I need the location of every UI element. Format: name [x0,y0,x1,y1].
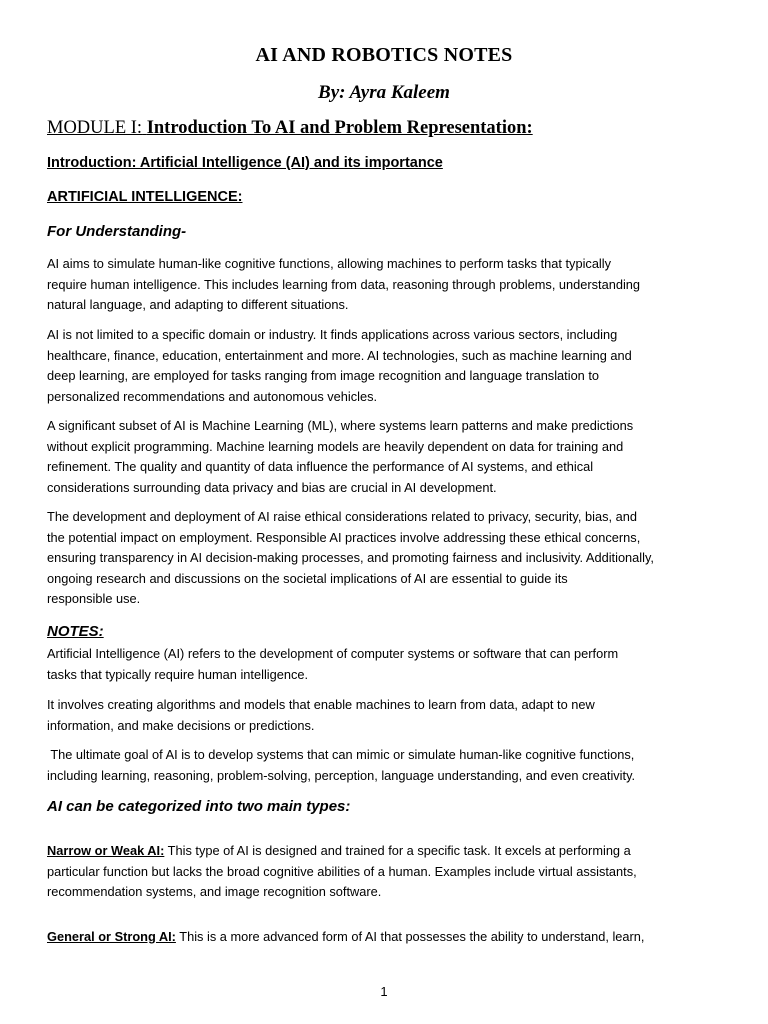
paragraph-line: personalized recommendations and autonomous vehicles. [47,388,378,404]
author-line: By: Ayra Kaleem [318,82,450,103]
note-paragraph [47,695,727,736]
type-definition-general [47,927,727,948]
document-title: AI AND ROBOTICS NOTES [255,44,513,66]
module-prefix: MODULE I: [47,118,143,138]
paragraph-line: responsible use. [47,591,141,607]
page-number: 1 [380,984,388,999]
ai-heading: ARTIFICIAL INTELLIGENCE: [47,189,243,205]
paragraph-line [47,927,727,948]
paragraph-line: require human intelligence. This includes learning from data, reasoning through problems, understanding [47,276,641,292]
paragraph-line: particular function but lacks the broad cognitive abilities of a human. Examples include virtual assistants, [47,863,637,879]
notes-heading: NOTES: [47,623,104,640]
type-description: This is a more advanced form of AI that possesses the ability to understand, learn, [175,929,645,944]
paragraph [47,325,727,407]
paragraph-line: ongoing research and discussions on the societal implications of AI are essential to guide its [47,570,568,586]
intro-heading: Introduction: Artificial Intelligence (AI) and its importance [47,155,443,171]
note-paragraph [47,745,727,786]
paragraph-line: the potential impact on employment. Responsible AI practices involve addressing these ethical concerns, [47,529,641,545]
paragraph-line: A significant subset of AI is Machine Learning (ML), where systems learn patterns and make predictions [47,418,634,433]
paragraph-line: natural language, and adapting to different situations. [47,297,349,313]
understanding-heading: For Understanding- [47,223,187,240]
paragraph-line: The ultimate goal of AI is to develop systems that can mimic or simulate human-like cognitive functions, [47,747,635,762]
paragraph-line: recommendation systems, and image recognition software. [47,884,382,900]
module-title: Introduction To AI and Problem Representation: [146,118,533,138]
paragraph-line: including learning, reasoning, problem-solving, perception, language understanding, and even creativity. [47,767,636,783]
types-heading: AI can be categorized into two main types: [47,798,351,815]
paragraph-line: without explicit programming. Machine learning models are heavily dependent on data for training and [47,438,624,454]
type-term: General or Strong AI: [47,929,176,944]
type-description: This type of AI is designed and trained for a specific task. It excels at performing a [164,843,631,858]
paragraph-line: refinement. The quality and quantity of data influence the performance of AI systems, and ethical [47,459,594,475]
paragraph [47,254,727,316]
paragraph [47,416,727,498]
paragraph-line: deep learning, are employed for tasks ranging from image recognition and language translation to [47,368,600,384]
paragraph [47,507,727,610]
module-heading [47,118,533,139]
note-paragraph [47,644,727,685]
paragraph-line: AI aims to simulate human-like cognitive functions, allowing machines to perform tasks that typically [47,256,612,271]
paragraph-line: AI is not limited to a specific domain or industry. It finds applications across various sectors, including [47,327,618,342]
paragraph-line: Artificial Intelligence (AI) refers to the development of computer systems or software that can perform [47,646,619,661]
type-definition-narrow [47,841,727,903]
paragraph-line: It involves creating algorithms and models that enable machines to learn from data, adapt to new [47,697,595,712]
paragraph-line: ensuring transparency in AI decision-making processes, and promoting fairness and inclusivity. Additionally, [47,550,654,566]
paragraph-line: The development and deployment of AI raise ethical considerations related to privacy, security, bias, and [47,509,637,524]
paragraph-line: healthcare, finance, education, entertainment and more. AI technologies, such as machine learning and [47,347,632,363]
paragraph-line [47,841,727,862]
paragraph-line: considerations surrounding data privacy and bias are crucial in AI development. [47,479,497,495]
paragraph-line: tasks that typically require human intelligence. [47,666,309,682]
type-term: Narrow or Weak AI: [47,843,165,858]
paragraph-line: information, and make decisions or predictions. [47,717,315,733]
